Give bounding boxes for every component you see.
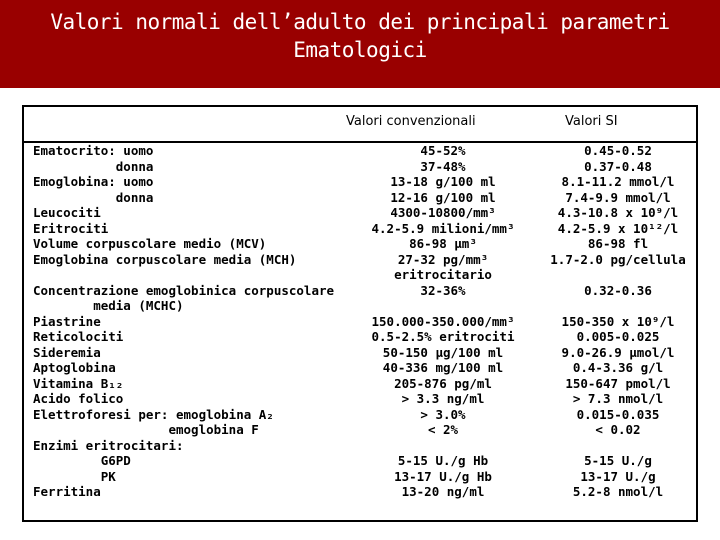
si-value: 150-647 pmol/l	[565, 375, 671, 391]
table-row	[0, 376, 720, 392]
row-label: Emoglobina corpuscolare media (MCH)	[33, 251, 297, 267]
conventional-value: > 3.3 ng/ml	[401, 391, 485, 406]
row-label: donna	[33, 158, 154, 174]
conventional-value: 5-15 U./g Hb	[397, 453, 489, 468]
conventional-value: 50-150 μg/100 ml	[382, 344, 504, 360]
si-value: 5-15 U./g	[584, 453, 652, 468]
header-si: Valori SI	[565, 114, 618, 129]
conventional-value: 13-17 U./g Hb	[394, 468, 492, 484]
row-label: Emoglobina: uomo	[33, 174, 154, 189]
table-row	[0, 221, 720, 237]
conventional-value: 4300-10800/mm³	[390, 205, 496, 220]
table-row	[0, 252, 720, 268]
conventional-value: 40-336 mg/100 ml	[382, 360, 504, 375]
header-conventional: Valori convenzionali	[346, 114, 476, 129]
conventional-value: 27-32 pg/mm³	[397, 251, 489, 267]
si-value: 5.2-8 nmol/l	[572, 484, 664, 499]
conventional-value: 37-48%	[420, 158, 466, 174]
table-row	[0, 190, 720, 206]
table-row	[0, 345, 720, 361]
table-row	[0, 453, 720, 469]
conventional-value: 4.2-5.9 milioni/mm³	[371, 220, 515, 236]
table-row	[0, 314, 720, 330]
row-label: Sideremia	[33, 344, 101, 360]
conventional-value: eritrocitario	[394, 267, 492, 282]
si-value: 0.4-3.36 g/l	[572, 360, 664, 375]
si-value: 0.005-0.025	[576, 329, 660, 344]
si-value: 4.3-10.8 x 10⁹/l	[557, 205, 679, 220]
table-row	[0, 143, 720, 159]
table-row	[0, 484, 720, 500]
row-label: Elettroforesi per: emoglobina A₂	[33, 406, 274, 422]
row-label: Concentrazione emoglobinica corpuscolare	[33, 282, 335, 298]
conventional-value: 205-876 pg/ml	[394, 375, 492, 391]
row-label: Acido folico	[33, 391, 124, 406]
si-value: 7.4-9.9 mmol/l	[565, 189, 671, 205]
si-value: 13-17 U./g	[580, 468, 656, 484]
si-value: 0.32-0.36	[584, 282, 652, 298]
conventional-value: 86-98 μm³	[409, 236, 477, 251]
row-label: Eritrociti	[33, 220, 109, 236]
table-row	[0, 236, 720, 252]
row-label: Vitamina B₁₂	[33, 375, 124, 391]
table-row	[0, 391, 720, 407]
conventional-value: > 3.0%	[420, 406, 466, 422]
row-label: PK	[33, 468, 116, 484]
row-label: Aptoglobina	[33, 360, 116, 375]
table-row	[0, 469, 720, 485]
table-row	[0, 407, 720, 423]
row-label: Reticolociti	[33, 329, 124, 344]
si-value: 0.37-0.48	[584, 158, 652, 174]
conventional-value: < 2%	[427, 422, 459, 437]
table-row	[0, 438, 720, 454]
table-row	[0, 283, 720, 299]
conventional-value: 13-18 g/100 ml	[390, 174, 496, 189]
conventional-value: 150.000-350.000/mm³	[371, 313, 515, 329]
table-row	[0, 205, 720, 221]
si-value: 8.1-11.2 mmol/l	[561, 174, 675, 189]
row-label: Volume corpuscolare medio (MCV)	[33, 236, 267, 251]
si-value: 9.0-26.9 μmol/l	[561, 344, 675, 360]
title-banner	[0, 0, 720, 88]
si-value: 1.7-2.0 pg/cellula	[550, 251, 686, 267]
conventional-value: 0.5-2.5% eritrociti	[371, 329, 515, 344]
si-value: 0.45-0.52	[584, 143, 652, 158]
si-value: 0.015-0.035	[576, 406, 660, 422]
conventional-value: 32-36%	[420, 282, 466, 298]
si-value: > 7.3 nmol/l	[572, 391, 664, 406]
title-line-1: Valori normali dell’adulto dei principali parametri	[50, 10, 670, 34]
table-row	[0, 422, 720, 438]
row-label: Piastrine	[33, 313, 101, 329]
table-row	[0, 159, 720, 175]
row-label: donna	[33, 189, 154, 205]
row-label: G6PD	[33, 453, 131, 468]
row-label: Enzimi eritrocitari:	[33, 437, 184, 453]
row-label: Ematocrito: uomo	[33, 143, 154, 158]
table-row	[0, 267, 720, 283]
table-body	[0, 143, 720, 500]
si-value: < 0.02	[595, 422, 641, 437]
row-label: media (MCHC)	[33, 298, 184, 313]
conventional-value: 45-52%	[420, 143, 466, 158]
si-value: 150-350 x 10⁹/l	[561, 313, 675, 329]
conventional-value: 12-16 g/100 ml	[390, 189, 496, 205]
row-label: Ferritina	[33, 484, 101, 499]
table-row	[0, 174, 720, 190]
row-label: emoglobina F	[33, 422, 259, 437]
si-value: 4.2-5.9 x 10¹²/l	[557, 220, 679, 236]
title-line-2: Ematologici	[293, 38, 427, 62]
conventional-value: 13-20 ng/ml	[401, 484, 485, 499]
table-row	[0, 329, 720, 345]
table-row	[0, 360, 720, 376]
row-label: Leucociti	[33, 205, 101, 220]
si-value: 86-98 fl	[587, 236, 649, 251]
table-row	[0, 298, 720, 314]
